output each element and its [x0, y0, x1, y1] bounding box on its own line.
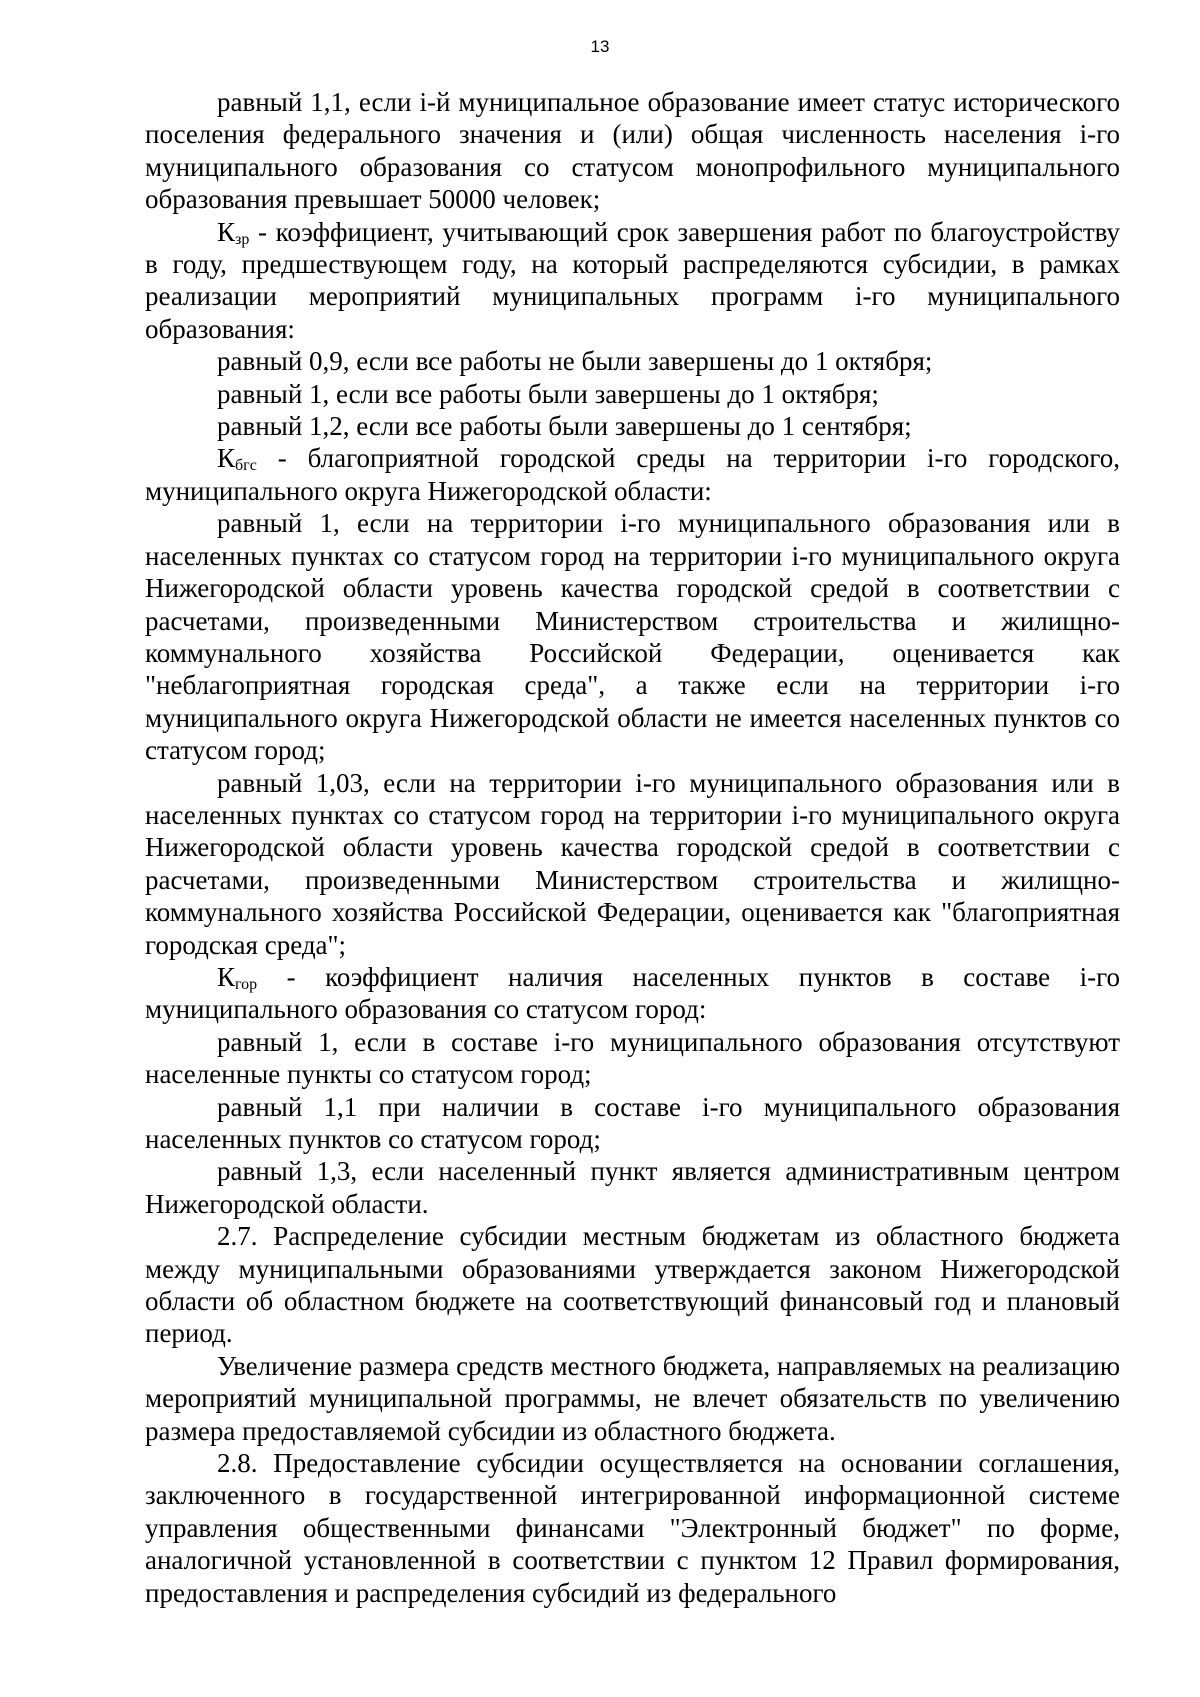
- paragraph-13-section-2-7: 2.7. Распределение субсидии местным бюджетам из областного бюджета между муниципальными образованиями утверждается законом Нижегородской области об областном бюджете на соответствующий финансовый год и плановый период.: [145, 1221, 1120, 1349]
- coefficient-subscript: гор: [235, 975, 258, 993]
- paragraph-8: равный 1,03, если на территории i-го муниципального образования или в населенных пунктах со статусом город на территории i-го муниципального округа Нижегородской области уровень качества городской средой в соответствии с расчетами, произведенными Министерством строительства и жилищно-коммунального хозяйства Российской Федерации, оценивается как "благоприятная городская среда";: [145, 767, 1120, 960]
- paragraph-2-coefficient-kzr: Кзр - коэффициент, учитывающий срок завершения работ по благоустройству в году, предшествующем году, на который распределяются субсидии, в рамках реализации мероприятий муниципальных программ i-го муниципального образования:: [145, 216, 1120, 344]
- paragraph-9-coefficient-kgor: Кгор - коэффициент наличия населенных пунктов в составе i-го муниципального образования со статусом город:: [145, 961, 1120, 1025]
- paragraph-4: равный 1, если все работы были завершены до 1 октября;: [217, 378, 879, 409]
- paragraph-12: равный 1,3, если населенный пункт является административным центром Нижегородской области.: [145, 1156, 1120, 1219]
- paragraph-6-coefficient-kbgs: Кбгс - благоприятной городской среды на территории i-го городского, муниципального округа Нижегородской области:: [145, 443, 1120, 506]
- coefficient-subscript: зр: [235, 230, 250, 248]
- coefficient-symbol: К: [217, 216, 236, 247]
- paragraph-7: равный 1, если на территории i-го муниципального образования или в населенных пунктах со статусом город на территории i-го муниципального округа Нижегородской области уровень качества городской средой в соответствии с расчетами, произведенными Министерством строительства и жилищно-коммунального хозяйства Российской Федерации, оценивается как "неблагоприятная городская среда", а также если на территории i-го муниципального округа Нижегородской области не имеется населенных пунктов со статусом город;: [145, 508, 1120, 766]
- coefficient-subscript: бгс: [235, 457, 257, 475]
- coefficient-symbol: К: [217, 961, 236, 992]
- page-number: 13: [590, 37, 610, 56]
- paragraph-1: равный 1,1, если i-й муниципальное образование имеет статус исторического поселения федерального значения и (или) общая численность населения i-го муниципального образования со статусом монопрофильного муниципального образования превышает 50000 человек;: [145, 87, 1120, 215]
- paragraph-10: равный 1, если в составе i-го муниципального образования отсутствуют населенные пункты со статусом город;: [145, 1026, 1120, 1090]
- paragraph-14: Увеличение размера средств местного бюджета, направляемых на реализацию мероприятий муниципальной программы, не влечет обязательств по увеличению размера предоставляемой субсидии из областного бюджета.: [145, 1350, 1120, 1446]
- paragraph-15-section-2-8: 2.8. Предоставление субсидии осуществляется на основании соглашения, заключенного в государственной интегрированной информационной системе управления общественными финансами "Электронный бюджет" по форме, аналогичной установленной в соответствии с пунктом 12 Правил формирования, предоставления и распределения субсидий из федерального: [145, 1448, 1120, 1608]
- paragraph-3: равный 0,9, если все работы не были завершены до 1 октября;: [217, 346, 933, 377]
- paragraph-11: равный 1,1 при наличии в составе i-го муниципального образования населенных пунктов со статусом город;: [145, 1091, 1120, 1154]
- coefficient-symbol: К: [217, 443, 236, 474]
- document-body: [145, 86, 1120, 1609]
- paragraph-5: равный 1,2, если все работы были завершены до 1 сентября;: [217, 411, 912, 442]
